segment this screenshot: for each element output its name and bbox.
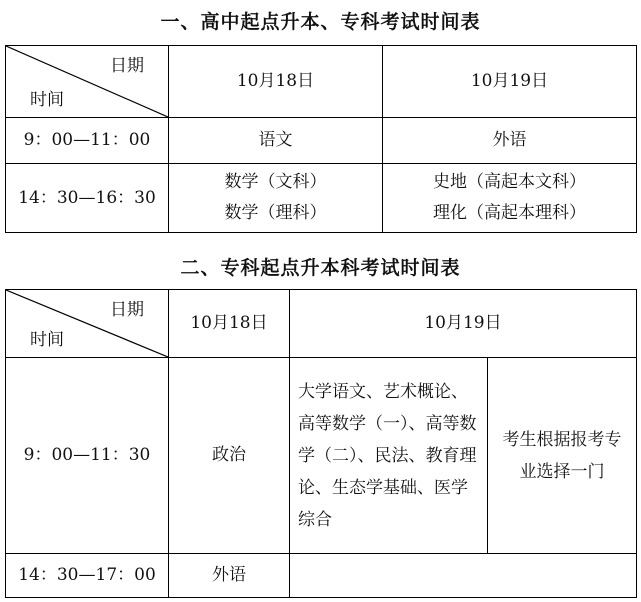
day2-header: 10月19日 [383, 46, 637, 118]
subject-line: 数学（理科） [224, 203, 327, 223]
time-cell: 14：30—17：00 [6, 554, 169, 598]
table-row [6, 164, 637, 233]
subject-cell [383, 164, 637, 233]
subject-cell: 政治 [169, 358, 290, 554]
empty-cell [290, 554, 637, 598]
note-cell: 考生根据报考专业选择一门 [488, 358, 637, 554]
time-cell: 14：30—16：30 [6, 164, 169, 233]
subject-cell: 语文 [169, 118, 383, 164]
section2-title: 二、专科起点升本科考试时间表 [180, 257, 461, 279]
date-label: 日期 [110, 300, 144, 320]
day2-header: 10月19日 [290, 290, 637, 358]
subject-line: 史地（高起本文科） [433, 172, 586, 192]
subject-cell [169, 164, 383, 233]
day1-header: 10月18日 [169, 290, 290, 358]
subject-list-cell: 大学语文、艺术概论、高等数学（一）、高等数学（二）、民法、教育理论、生态学基础、医学综合 [290, 358, 488, 554]
table-header-row [6, 290, 637, 358]
day1-header: 10月18日 [169, 46, 383, 118]
table-header-row [6, 46, 637, 118]
date-label: 日期 [110, 56, 144, 76]
diagonal-header-cell [6, 290, 169, 358]
time-cell: 9：00—11：30 [6, 358, 169, 554]
time-label: 时间 [30, 330, 64, 350]
subject-line: 数学（文科） [224, 172, 327, 192]
subject-cell: 外语 [383, 118, 637, 164]
subject-line: 理化（高起本理科） [433, 203, 586, 223]
table-row [6, 554, 637, 598]
subject-cell: 外语 [169, 554, 290, 598]
table-row [6, 358, 637, 554]
schedule-table-2 [5, 289, 637, 598]
section1-title: 一、高中起点升本、专科考试时间表 [160, 11, 481, 33]
time-cell: 9：00—11：00 [6, 118, 169, 164]
diagonal-header-cell [6, 46, 169, 118]
table-row [6, 118, 637, 164]
time-label: 时间 [30, 90, 64, 110]
schedule-table-1 [5, 45, 637, 233]
